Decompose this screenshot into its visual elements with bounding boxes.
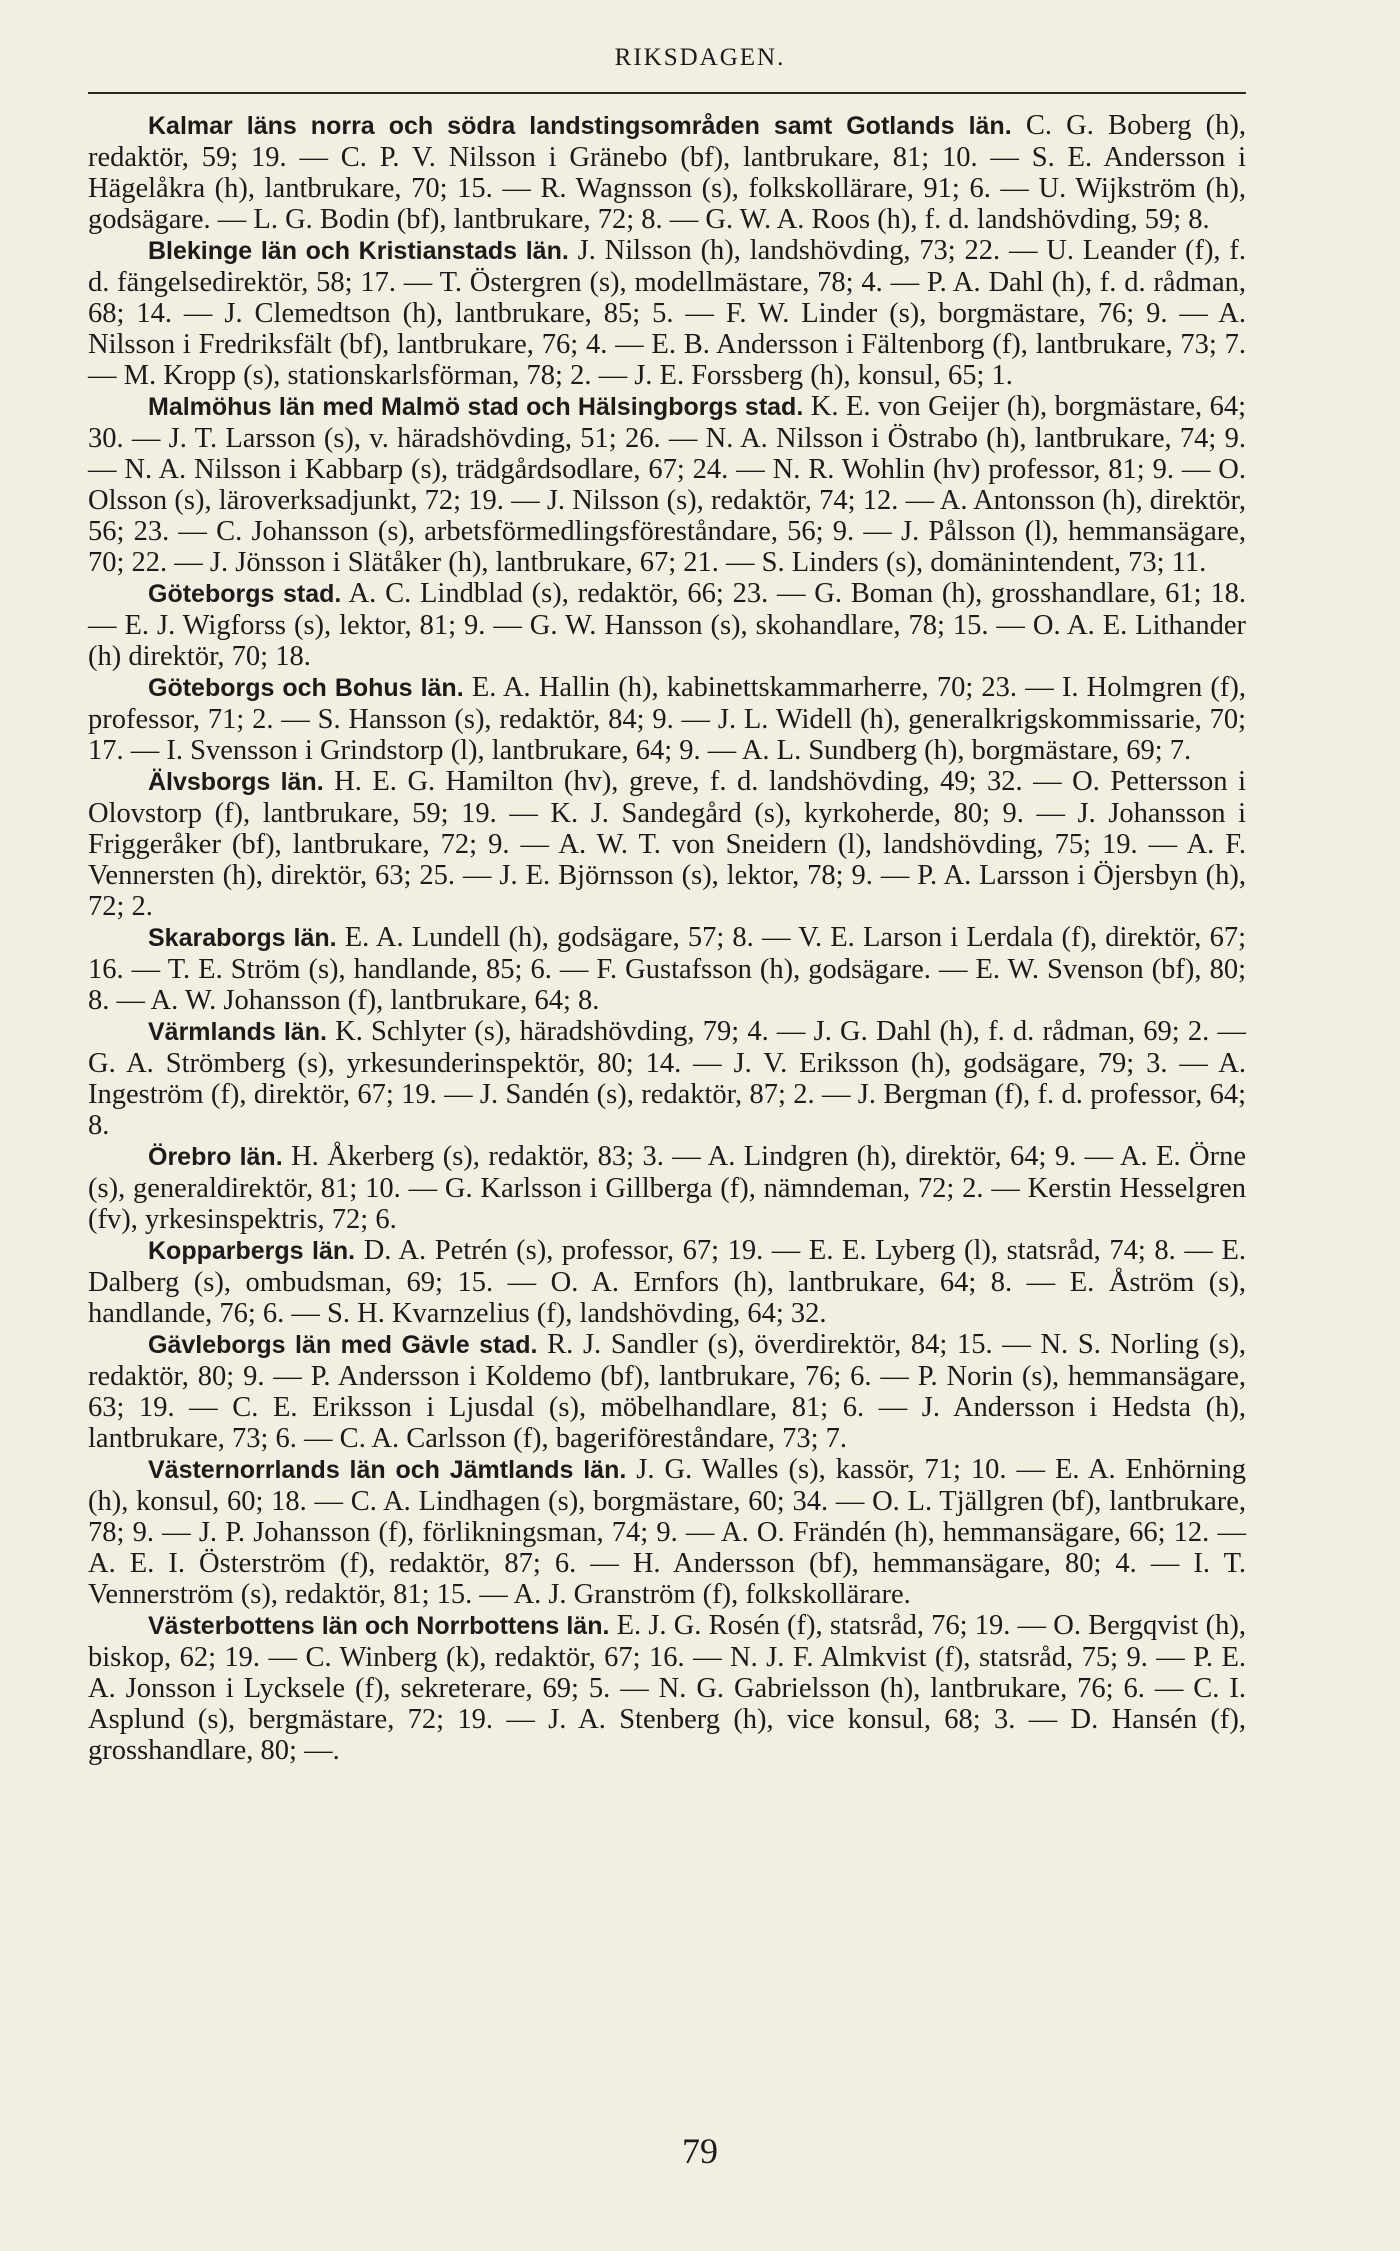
section-heading: Göteborgs stad. [148, 580, 342, 608]
section-heading: Skaraborgs län. [148, 924, 337, 952]
section-kopparbergs [88, 1235, 1246, 1329]
section-blekinge [88, 235, 1246, 391]
section-orebro [88, 1141, 1246, 1235]
section-text: E. A. Lundell (h), godsägare, 57; 8. — V. E. Larson i Lerdala (f), direktör, 67; 16. — T. E. Ström (s), handlande, 85; 6. — F. Gustafsson (h), godsägare. — E. W. Svenson (bf), 80; 8. — A. W. Johansson (f), lantbrukare, 64; 8. [88, 922, 1247, 1016]
header-rule [88, 92, 1246, 94]
section-varmlands [88, 1016, 1246, 1141]
section-heading: Älvsborgs län. [148, 768, 324, 796]
section-text: C. G. Boberg (h), redaktör, 59; 19. — C. P. V. Nilsson i Gränebo (bf), lantbrukare, 81; 10. — S. E. Andersson i Hägelåkra (h), lantbrukare, 70; 15. — R. Wagnsson (s), folkskollärare, 91; 6. — U. Wijkström (h), godsägare. — L. G. Bodin (bf), lantbrukare, 72; 8. — G. W. A. Roos (h), f. d. landshövding, 59; 8. [88, 110, 1246, 235]
section-heading: Västernorrlands län och Jämtlands län. [148, 1456, 627, 1484]
section-heading: Malmöhus län med Malmö stad och Hälsingborgs stad. [148, 393, 804, 421]
section-text: A. C. Lindblad (s), redaktör, 66; 23. — G. Boman (h), grosshandlare, 61; 18. — E. J. Wigforss (s), lektor, 81; 9. — G. W. Hansson (s), skohandlare, 78; 15. — O. A. E. Lithander (h) direktör, 70; 18. [88, 578, 1247, 672]
section-heading: Västerbottens län och Norrbottens län. [148, 1612, 610, 1640]
section-heading: Värmlands län. [148, 1018, 327, 1046]
section-text: K. E. von Geijer (h), borgmästare, 64; 30. — J. T. Larsson (s), v. häradshövding, 51; 26. — N. A. Nilsson i Östrabo (h), lantbrukare, 74; 9. — N. A. Nilsson i Kabbarp (s), trädgårdsodlare, 67; 24. — N. R. Wohlin (hv) professor, 81; 9. — O. Olsson (s), läroverksadjunkt, 72; 19. — J. Nilsson (s), redaktör, 74; 12. — A. Antonsson (h), direktör, 56; 23. — C. Johansson (s), arbetsförmedlingsföreståndare, 56; 9. — J. Pålsson (l), hemmansägare, 70; 22. — J. Jönsson i Slätåker (h), lantbrukare, 67; 21. — S. Linders (s), domänintendent, 73; 11. [88, 391, 1246, 578]
section-text: K. Schlyter (s), häradshövding, 79; 4. — J. G. Dahl (h), f. d. rådman, 69; 2. — G. A. Strömberg (s), yrkesunderinspektör, 80; 14. — J. V. Eriksson (h), godsägare, 79; 3. — A. Ingeström (f), direktör, 67; 19. — J. Sandén (s), redaktör, 87; 2. — J. Bergman (f), f. d. professor, 64; 8. [88, 1016, 1246, 1141]
section-vasterbottens [88, 1610, 1246, 1766]
section-heading: Gävleborgs län med Gävle stad. [148, 1331, 538, 1359]
section-kalmar [88, 110, 1246, 235]
section-goteborgs-stad [88, 578, 1246, 672]
section-gavleborgs [88, 1329, 1246, 1454]
section-text: E. J. G. Rosén (f), statsråd, 76; 19. — O. Bergqvist (h), biskop, 62; 19. — C. Winberg (k), redaktör, 67; 16. — N. J. F. Almkvist (f), statsråd, 75; 9. — P. E. A. Jonsson i Lycksele (f), sekreterare, 69; 5. — N. G. Gabrielsson (h), lantbrukare, 76; 6. — C. I. Asplund (s), bergmästare, 72; 19. — J. A. Stenberg (h), vice konsul, 68; 3. — D. Hansén (f), grosshandlare, 80; —. [88, 1610, 1247, 1766]
section-alvsborgs [88, 766, 1246, 922]
section-text: D. A. Petrén (s), professor, 67; 19. — E. E. Lyberg (l), statsråd, 74; 8. — E. Dalberg (s), ombudsman, 69; 15. — O. A. Ernfors (h), lantbrukare, 64; 8. — E. Åström (s), handlande, 76; 6. — S. H. Kvarnzelius (f), landshövding, 64; 32. [88, 1235, 1247, 1329]
section-text: H. E. G. Hamilton (hv), greve, f. d. landshövding, 49; 32. — O. Pettersson i Olovstorp (f), lantbrukare, 59; 19. — K. J. Sandegård (s), kyrkoherde, 80; 9. — J. Johansson i Friggeråker (bf), lantbrukare, 72; 9. — A. W. T. von Sneidern (l), landshövding, 75; 19. — A. F. Vennersten (h), direktör, 63; 25. — J. E. Björnsson (s), lektor, 78; 9. — P. A. Larsson i Öjersbyn (h), 72; 2. [88, 766, 1246, 922]
page-number: 79 [682, 2131, 718, 2171]
section-malmohus [88, 391, 1246, 578]
section-heading: Göteborgs och Bohus län. [148, 674, 464, 702]
section-heading: Kalmar läns norra och södra landstingsområden samt Gotlands län. [148, 112, 1012, 140]
section-heading: Blekinge län och Kristianstads län. [148, 237, 569, 265]
section-heading: Örebro län. [148, 1143, 283, 1171]
section-heading: Kopparbergs län. [148, 1237, 356, 1265]
running-header: RIKSDAGEN. [614, 44, 786, 71]
section-text: J. Nilsson (h), landshövding, 73; 22. — U. Leander (f), f. d. fängelsedirektör, 58; 17. — T. Östergren (s), modellmästare, 78; 4. — P. A. Dahl (h), f. d. rådman, 68; 14. — J. Clemedtson (h), lantbrukare, 85; 5. — F. W. Linder (s), borgmästare, 76; 9. — A. Nilsson i Fredriksfält (bf), lantbrukare, 76; 4. — E. B. Andersson i Fältenborg (f), lantbrukare, 73; 7. — M. Kropp (s), stationskarlsförman, 78; 2. — J. E. Forssberg (h), konsul, 65; 1. [88, 235, 1246, 391]
section-text: J. G. Walles (s), kassör, 71; 10. — E. A. Enhörning (h), konsul, 60; 18. — C. A. Lindhagen (s), borgmästare, 60; 34. — O. L. Tjällgren (bf), lantbrukare, 78; 9. — J. P. Johansson (f), förlikningsman, 74; 9. — A. O. Frändén (h), hemmansägare, 66; 12. — A. E. I. Österström (f), redaktör, 87; 6. — H. Andersson (bf), hemmansägare, 80; 4. — I. T. Vennerström (s), redaktör, 81; 15. — A. J. Granström (f), folkskollärare. [88, 1454, 1246, 1610]
section-text: E. A. Hallin (h), kabinettskammarherre, 70; 23. — I. Holmgren (f), professor, 71; 2. — S. Hansson (s), redaktör, 84; 9. — J. L. Widell (h), generalkrigskommissarie, 70; 17. — I. Svensson i Grindstorp (l), lantbrukare, 64; 9. — A. L. Sundberg (h), borgmästare, 69; 7. [88, 672, 1246, 766]
section-skaraborgs [88, 922, 1246, 1016]
section-text: R. J. Sandler (s), överdirektör, 84; 15. — N. S. Norling (s), redaktör, 80; 9. — P. Andersson i Koldemo (bf), lantbrukare, 76; 6. — P. Norin (s), hemmansägare, 63; 19. — C. E. Eriksson i Ljusdal (s), möbelhandlare, 81; 6. — J. Andersson i Hedsta (h), lantbrukare, 73; 6. — C. A. Carlsson (f), bageriföreståndare, 73; 7. [88, 1329, 1247, 1454]
member-list [88, 110, 1246, 1766]
section-vasternorrlands [88, 1454, 1246, 1610]
section-goteborgs-bohus [88, 672, 1246, 766]
section-text: H. Åkerberg (s), redaktör, 83; 3. — A. Lindgren (h), direktör, 64; 9. — A. E. Örne (s), generaldirektör, 81; 10. — G. Karlsson i Gillberga (f), nämndeman, 72; 2. — Kerstin Hesselgren (fv), yrkesinspektris, 72; 6. [88, 1141, 1246, 1235]
